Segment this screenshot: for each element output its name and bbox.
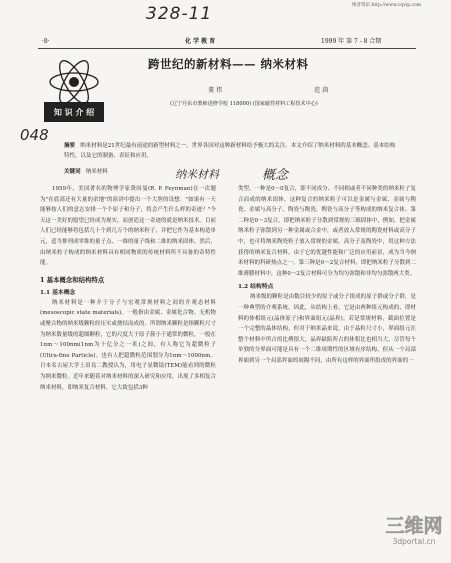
header-rule	[38, 48, 416, 49]
site-watermark	[380, 515, 448, 547]
right-paragraph-1: 类型。一种是0～0复合，即不同成分、不同相或者不同种类的纳米粒子复合而成的纳米固体，这种复合的纳米粒子可以是金属与金属、金属与陶瓷、金属与高分子、陶瓷与陶瓷、陶瓷与高分子等构成的纳米复合体。第二种是0～3复合，即把纳米粒子分散到常规的三维固体中，例如，把金属纳米粒子弥散到另一种金属或合金中，或者放入常规的陶瓷材料或高分子中，也可将纳米陶瓷粒子放入常规的金属、高分子及陶瓷中，用这种方法获得的纳米复合材料，由于它的优越性能和广泛的应用前景，成为当今纳米材料的科研热点之一。第三种是0～2复合材料，即把纳米粒子分散到二维薄膜材料中，这种0～2复合材料可分为均匀弥散和非均匀弥散两大类。	[238, 186, 416, 277]
abstract-text: 纳米材料是21世纪最有前途的新型材料之一，世界各国对这种新材料给予极大的关注。本文介绍了纳米材料的基本概念、基本结构特性，以及它的制备、表征和应用。	[64, 143, 396, 159]
watermark-logo: 三维网	[385, 515, 443, 537]
source-watermark: 维普资讯 http://www.cqvip.com	[352, 3, 422, 8]
keywords-label: 关键词	[64, 169, 81, 175]
intro-paragraph: 1959年，美国著名的物理学家费因曼(R. P. Feynman)在一次题为"在底部还有大量的余地"的演讲中提出一个大胆的设想："如果有一天能够按人们的意志安排一个个原子和分子，将会产生什么样的奇迹？"今天这一美好的愿望已经成为现实，而创造这一奇迹的就是纳米技术。目前人们已经能够将包括几十个到几万个的纳米粒子，并把它作为基本构造单元，适当排列成零维的量子点、一维的量子线和二维的纳米固体，然后，由纳米粒子构成的纳米材料具有相同物质的传统材料所不具备的奇特性能。	[40, 186, 216, 267]
affiliation: (辽宁丹东市教师进修学校 118000) (国家磁性材料工程技术中心)	[170, 101, 318, 107]
section-1-heading: 1 基本概念和结构特点	[40, 275, 105, 284]
left-column	[40, 184, 216, 393]
author-1: 董 伟	[208, 87, 223, 94]
journal-name: 化 学 教 育	[185, 38, 216, 45]
keywords-text: 纳米材料	[85, 169, 108, 175]
abstract	[64, 141, 400, 161]
author-2: 范 茵	[314, 87, 329, 94]
abstract-label: 摘要	[64, 143, 76, 149]
handwritten-keyword-2: 概念	[262, 168, 289, 183]
right-column	[238, 184, 416, 367]
handwritten-keyword-1: 纳米材料	[175, 168, 219, 181]
keywords	[64, 167, 108, 175]
section-1-1-heading: 1.1 基本概念	[40, 289, 76, 296]
watermark-url: 3dportal.cn	[392, 537, 436, 546]
handwritten-code: 328-11	[146, 4, 213, 24]
issue-info: 1999 年 第 7 - 8 合期	[321, 38, 382, 45]
column-logo	[44, 58, 104, 126]
section-1-2-text: 纳米级的颗粒是由数目较少的原子或分子组成的原子群或分子群，是一种典型的介观系统。因此，从结构上看，它是由两种组元构成的，即材料的体相组元(晶体原子)和界面组元(晶界)。若是常规材料，截面位置是一个完整的晶体结构，但对于纳米晶来说，由于晶粒尺寸小，界面组元在整个材料中所占的比例很大，晶界缺陷所占的体积比也相当大，尽管每个单独的分界面可能是具有一个二维周期性的区域有序结构，但从一个局部界面到另一个局部界面的间隔不同，由所有这样的界面所组成的界面的一	[238, 294, 416, 364]
article-title: 跨世纪的新材料—— 纳米材料	[148, 57, 309, 71]
section-1-2-heading: 1.2 结构特点	[238, 284, 274, 291]
atom-icon	[44, 58, 104, 106]
handwritten-number: 048	[20, 126, 49, 144]
section-1-1-text: 纳米材料是一种介于分子与宏观常规材料之间的介观态材料(mesoscopic state materials)。一般指由金属、金属化合物、无机物或聚合物的纳米级颗粒经压实或烧结而成的。所谓纳米颗粒是指颗粒尺寸为纳米数量级的超细颗粒，它的尺度大于原子簇小于通常的微粒，一般在1nm～100nm(1nm为十亿分之一米)之间，有人称它为超微粒子(Ultra-fine Particle)。也有人把超微粒范围划分为1nm～1000nm。日本名古屋大学上田良二教授认为，用电子显微镜(TEM)能看到的微粒为纳米微粒。近年来随着对纳米材料的深入研究和应用，出现了多相复合纳米材料，即纳米复合材料。它大致包括3种	[40, 299, 216, 391]
page-number: ·8·	[42, 38, 50, 45]
logo-label: 知 识 介 绍	[44, 102, 104, 122]
